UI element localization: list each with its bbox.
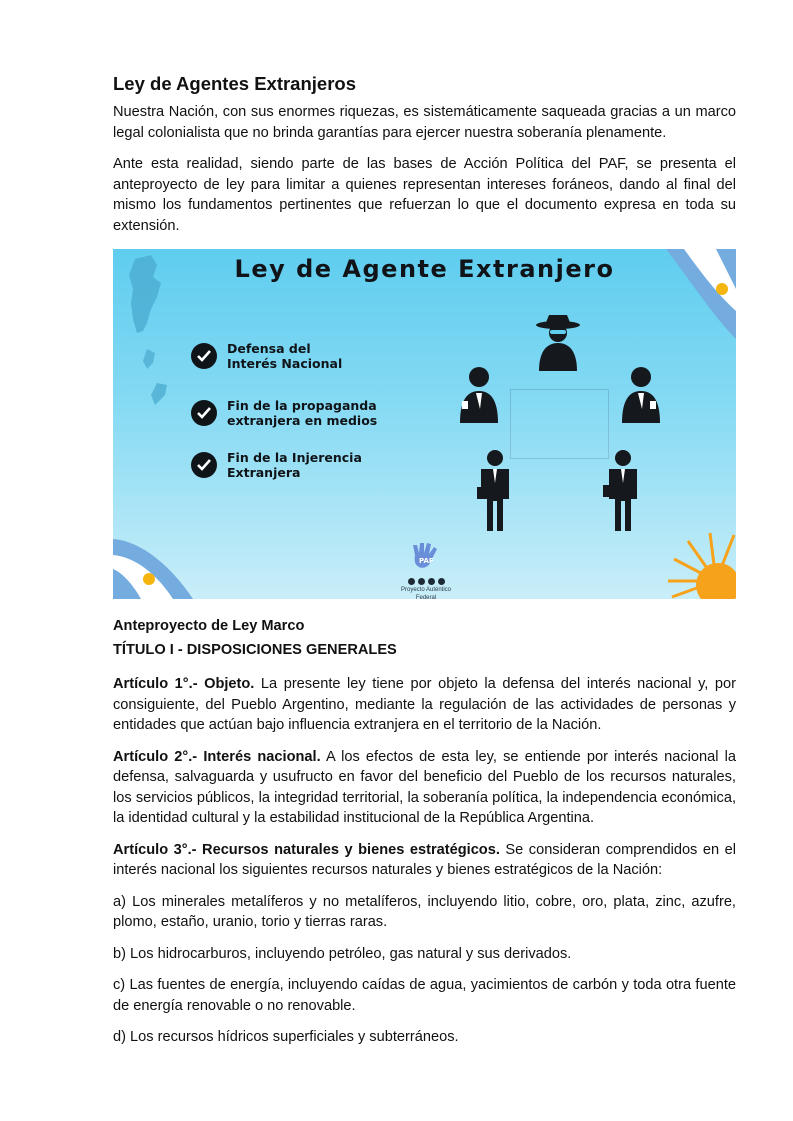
document-page	[113, 72, 736, 1048]
article-text: Se consideran comprendidos en el interés nacional los siguientes recursos naturales y bienes estratégicos de la Nación:	[113, 841, 736, 878]
law-heading: Anteproyecto de Ley Marco	[113, 618, 305, 634]
article-text: La presente ley tiene por objeto la defensa del interés nacional y, por consiguiente, del Pueblo Argentino, mediante la regulación de las actividades de personas y entidades que actúan bajo influencia extranjera en el territorio de la Nación.	[113, 676, 737, 733]
document-title: Ley de Agentes Extranjeros	[113, 73, 356, 94]
social-icons	[391, 578, 461, 585]
businessman-figure-icon	[603, 449, 643, 531]
checkmark-icon	[191, 400, 217, 426]
facebook-icon	[408, 578, 415, 585]
list-item: b) Los hidrocarburos, incluyendo petróleo, gas natural y sus derivados.	[113, 945, 572, 962]
check-label-line: extranjera en medios	[227, 413, 378, 428]
article-label: Artículo 1°.- Objeto.	[113, 676, 255, 692]
instagram-icon	[418, 578, 425, 585]
title-heading: TÍTULO I - DISPOSICIONES GENERALES	[113, 642, 397, 658]
intro-paragraph: Nuestra Nación, con sus enormes riquezas, es sistemáticamente saqueada gracias a un marco legal colonialista que no brinda garantías para ejercer nuestra soberanía plenamente.	[113, 104, 736, 141]
law-banner-image	[113, 249, 736, 599]
article-paragraph	[113, 747, 736, 829]
article-text: A los efectos de esta ley, se entiende por interés nacional la defensa, salvaguarda y usufructo en favor del beneficio del Pueblo de los recursos naturales, los servicios públicos, la integridad territorial, la soberanía política, la independencia económica, la identidad cultural y la estabilidad institucional de la República Argentina.	[113, 748, 736, 826]
banner-title: Ley de Agente Extranjero	[234, 255, 615, 283]
article-label: Artículo 3°.- Recursos naturales y bienes estratégicos.	[113, 841, 500, 858]
sun-icon	[664, 529, 736, 599]
check-label-line: Fin de la propaganda	[227, 398, 377, 413]
paf-logo	[391, 541, 461, 599]
hand-logo-icon	[409, 541, 443, 571]
list-item: a) Los minerales metalíferos y no metalíferos, incluyendo litio, cobre, oro, plata, zinc, azufre, plomo, estaño, uranio, torio y tierras raras.	[113, 893, 736, 930]
article-paragraph	[113, 674, 736, 736]
org-name: Proyecto Auténtico Federal	[400, 587, 452, 599]
banner-check-item	[191, 398, 387, 428]
argentina-flag-icon	[113, 529, 193, 599]
checkmark-icon	[191, 452, 217, 478]
article-paragraph	[113, 840, 736, 881]
banner-check-item	[191, 341, 387, 371]
checkmark-icon	[191, 343, 217, 369]
youtube-icon	[438, 578, 445, 585]
check-label-line: Defensa del	[227, 341, 311, 356]
check-label-line: Fin de la Injerencia	[227, 450, 362, 465]
spy-figure-icon	[533, 313, 583, 371]
article-label: Artículo 2°.- Interés nacional.	[113, 748, 321, 765]
check-label-line: Interés Nacional	[227, 356, 343, 371]
paf-logo-text: PAF	[419, 557, 434, 565]
reporter-figure-icon	[458, 365, 500, 423]
businessman-figure-icon	[475, 449, 515, 531]
list-item: c) Las fuentes de energía, incluyendo caídas de agua, yacimientos de carbón y toda otra fuente de energía renovable o no renovable.	[113, 977, 736, 1014]
reporter-figure-icon	[620, 365, 662, 423]
placeholder-frame	[510, 389, 609, 459]
list-item: d) Los recursos hídricos superficiales y subterráneos.	[113, 1029, 459, 1045]
intro-paragraph: Ante esta realidad, siendo parte de las bases de Acción Política del PAF, se presenta el anteproyecto de ley para limitar a quienes representan intereses foráneos, dando al final del mismo los fundamentos pertinentes que refuerzan lo que el documento expresa en toda su extensión.	[113, 156, 736, 234]
check-label-line: Extranjera	[227, 465, 301, 480]
banner-check-item	[191, 450, 387, 480]
x-icon	[428, 578, 435, 585]
